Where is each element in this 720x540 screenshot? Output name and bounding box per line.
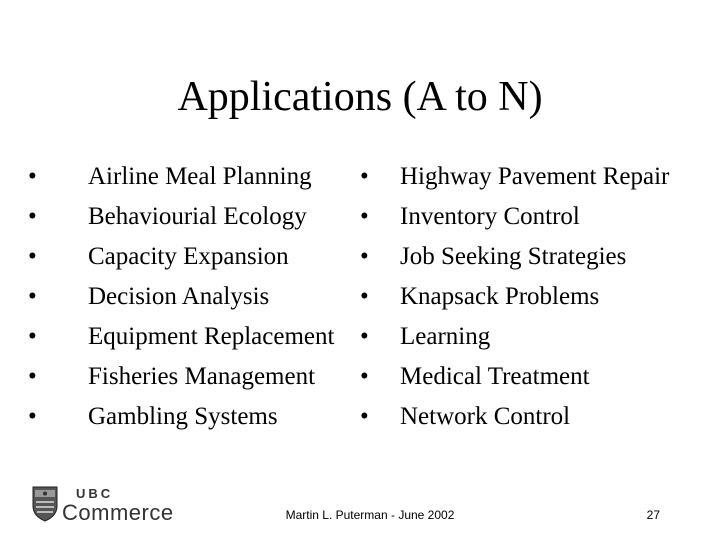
list-item [360,400,700,433]
logo-commerce-text: Commerce [62,500,174,525]
list-item [28,280,348,313]
crest-icon [32,486,58,522]
list-item [28,320,348,353]
list-item [360,280,700,313]
bullet-icon: • [360,283,369,310]
bullet-icon: • [360,363,369,390]
list-item-text: Inventory Control [400,203,580,230]
bullet-icon: • [28,403,37,430]
list-item-text: Behaviourial Ecology [88,203,307,230]
page-number: 27 [646,508,660,522]
bullet-icon: • [28,323,37,350]
list-item [360,200,700,233]
bullet-icon: • [360,243,369,270]
list-item [28,160,348,193]
list-item [28,360,348,393]
list-item-text: Equipment Replacement [88,323,335,350]
list-item-text: Airline Meal Planning [88,163,312,190]
ubc-commerce-logo [32,486,192,526]
list-item-text: Capacity Expansion [88,243,289,270]
list-item [360,240,700,273]
bullet-icon: • [28,283,37,310]
slide-title: Applications (A to N) [177,74,543,120]
bullet-icon: • [28,163,37,190]
list-item [360,160,700,193]
list-item [28,200,348,233]
bullet-icon: • [360,403,369,430]
list-item-text: Fisheries Management [88,363,316,390]
list-item [28,400,348,433]
bullet-icon: • [360,163,369,190]
list-item [360,320,700,353]
bullet-icon: • [28,363,37,390]
list-item-text: Gambling Systems [88,403,278,430]
list-item-text: Network Control [400,403,571,430]
bullet-icon: • [360,203,369,230]
list-item [28,240,348,273]
list-item-text: Job Seeking Strategies [400,243,627,270]
bullet-icon: • [28,243,37,270]
right-bullet-list [360,160,700,440]
list-item-text: Highway Pavement Repair [400,163,670,190]
list-item-text: Learning [400,323,491,350]
footer-text: Martin L. Puterman - June 2002 [285,508,455,522]
logo-ubc-text: UBC [76,486,114,501]
list-item-text: Decision Analysis [88,283,270,310]
left-bullet-list [28,160,348,440]
list-item [360,360,700,393]
list-item-text: Knapsack Problems [400,283,600,310]
bullet-icon: • [360,323,369,350]
bullet-icon: • [28,203,37,230]
list-item-text: Medical Treatment [400,363,590,390]
